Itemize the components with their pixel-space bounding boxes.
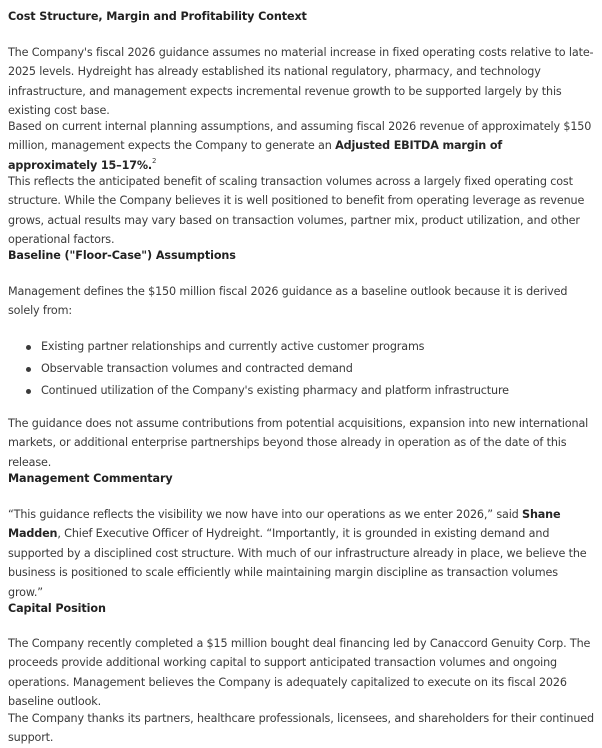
quote-opening: “This guidance reflects the visibility we now have into our operations as we enter 2026,” said <box>8 508 523 521</box>
list-item <box>8 381 594 403</box>
paragraph-guidance-exclusions: The guidance does not assume contributions from potential acquisitions, expansion into new international markets, or additional enterprise partnerships beyond those already in operation as of the date of this release. <box>8 417 589 469</box>
speaker-name: Shane Madden <box>8 508 561 541</box>
paragraph-ebitda-margin <box>8 117 594 175</box>
paragraph-thanks: The Company thanks its partners, healthcare professionals, licensees, and shareholders for their continued support. <box>8 712 594 745</box>
list-item-text: Continued utilization of the Company's existing pharmacy and platform infrastructure <box>41 384 509 397</box>
baseline-assumptions-list <box>8 337 594 403</box>
section-heading-baseline: Baseline ("Floor-Case") Assumptions <box>8 249 236 262</box>
paragraph-capital-financing: The Company recently completed a $15 million bought deal financing led by Canaccord Genuity Corp. The proceeds provide additional working capital to support anticipated transaction volumes and ongoing operations. Management believes the Company is adequately capitalized to execute on its fiscal 2026 baseline outlook. <box>8 637 591 709</box>
section-heading-management-commentary: Management Commentary <box>8 472 173 485</box>
ebitda-intro-text: Based on current internal planning assumptions, and assuming fiscal 2026 revenue of approximately $150 million, management expects the Company to generate an <box>8 120 592 153</box>
ebitda-margin-highlight: Adjusted EBITDA margin of approximately 15–17%. <box>8 139 503 172</box>
quote-continuation: , Chief Executive Officer of Hydreight. “Importantly, it is grounded in existing demand and supported by a disciplined cost structure. With much of our infrastructure already in place, we believe the business is positioned to scale efficiently while maintaining margin discipline as transaction volumes grow.” <box>8 527 587 599</box>
bullet-icon <box>26 367 31 372</box>
list-item-text: Observable transaction volumes and contracted demand <box>41 362 353 375</box>
paragraph-baseline-definition: Management defines the $150 million fiscal 2026 guidance as a baseline outlook because it is derived solely from: <box>8 285 568 318</box>
section-heading-capital-position: Capital Position <box>8 602 106 615</box>
list-item <box>8 337 594 359</box>
bullet-icon <box>26 345 31 350</box>
list-item-text: Existing partner relationships and currently active customer programs <box>41 340 425 353</box>
list-item <box>8 359 594 381</box>
paragraph-cost-guidance: The Company's fiscal 2026 guidance assumes no material increase in fixed operating costs relative to late-2025 levels. Hydreight has already established its national regulatory, pharmacy, and technology infrastructure, and management expects incremental revenue growth to be supported largely by this existing cost base. <box>8 46 594 118</box>
footnote-marker: 2 <box>152 157 157 166</box>
bullet-icon <box>26 389 31 394</box>
paragraph-ceo-quote <box>8 505 594 602</box>
section-heading-cost-structure: Cost Structure, Margin and Profitability Context <box>8 10 307 23</box>
paragraph-operating-leverage: This reflects the anticipated benefit of scaling transaction volumes across a largely fixed operating cost structure. While the Company believes it is well positioned to benefit from operating leverage as revenue grows, actual results may vary based on transaction volumes, partner mix, product utilization, and other operational factors. <box>8 175 585 247</box>
